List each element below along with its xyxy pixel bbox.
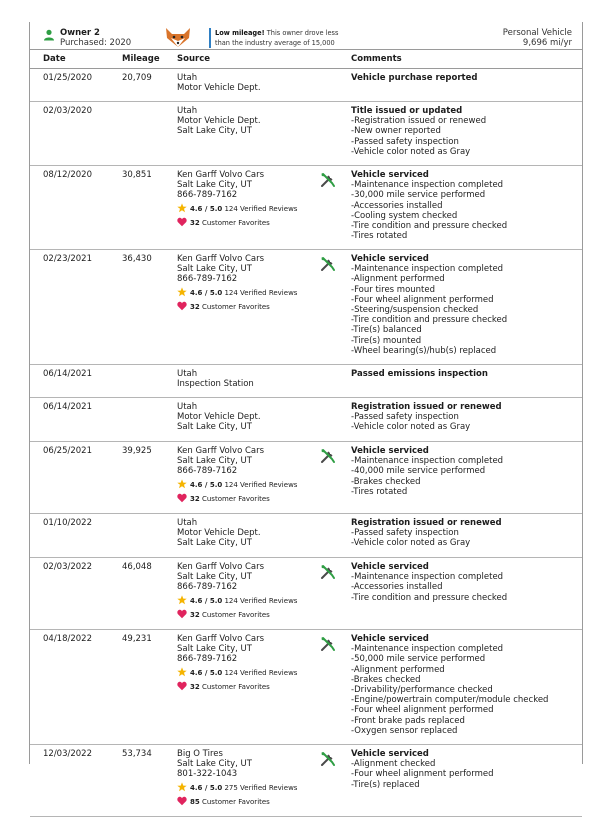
comment-line: -Tire(s) mounted bbox=[351, 335, 422, 346]
comment-line: -Accessories installed bbox=[351, 582, 443, 593]
favorites-row bbox=[177, 796, 327, 808]
record-source bbox=[177, 634, 327, 693]
source-line: 866-789-7162 bbox=[177, 274, 238, 285]
record-comments bbox=[351, 446, 576, 497]
table-row bbox=[30, 364, 582, 398]
favorites-count: 32 bbox=[190, 218, 200, 227]
vehicle-type: Personal Vehicle bbox=[502, 28, 572, 38]
comment-line: -Maintenance inspection completed bbox=[351, 572, 504, 583]
record-source bbox=[177, 562, 327, 621]
comment-line: -Maintenance inspection completed bbox=[351, 180, 504, 191]
comment-line: -New owner reported bbox=[351, 126, 441, 137]
comment-line: -Registration issued or renewed bbox=[351, 116, 487, 127]
source-line: Ken Garff Volvo Cars bbox=[177, 170, 265, 180]
comment-line: -Maintenance inspection completed bbox=[351, 644, 504, 655]
comment-line: -Vehicle color noted as Gray bbox=[351, 146, 471, 157]
low-mileage-label: Low mileage! bbox=[215, 29, 265, 37]
rating-value: 4.6 / 5.0 bbox=[190, 480, 223, 489]
source-line: Salt Lake City, UT bbox=[177, 538, 252, 549]
comment-line: -Steering/suspension checked bbox=[351, 305, 479, 316]
record-comments bbox=[351, 73, 576, 83]
source-line: 866-789-7162 bbox=[177, 582, 238, 593]
source-line: Motor Vehicle Dept. bbox=[177, 83, 261, 94]
source-line: Utah bbox=[177, 518, 198, 528]
favorites-count: 32 bbox=[190, 682, 200, 691]
source-line: Ken Garff Volvo Cars bbox=[177, 562, 265, 572]
record-comments bbox=[351, 402, 576, 433]
comment-title: Vehicle serviced bbox=[351, 254, 429, 264]
record-date: 06/14/2021 bbox=[43, 402, 92, 412]
comment-line: -Vehicle color noted as Gray bbox=[351, 422, 471, 433]
comment-line: -Alignment performed bbox=[351, 274, 445, 285]
rating-row bbox=[177, 203, 327, 216]
column-header-comments: Comments bbox=[351, 54, 402, 64]
record-date: 02/23/2021 bbox=[43, 254, 92, 264]
record-comments bbox=[351, 254, 576, 356]
source-line: 801-322-1043 bbox=[177, 769, 238, 780]
source-line: Big O Tires bbox=[177, 749, 223, 759]
favorites-count: 32 bbox=[190, 494, 200, 503]
record-source bbox=[177, 749, 327, 808]
star-icon bbox=[177, 287, 187, 297]
record-comments bbox=[351, 518, 576, 549]
favorites-count: 32 bbox=[190, 610, 200, 619]
record-mileage: 53,734 bbox=[122, 749, 152, 759]
source-line: Utah bbox=[177, 106, 198, 116]
comment-line: -Passed safety inspection bbox=[351, 136, 459, 147]
record-mileage: 36,430 bbox=[122, 254, 152, 264]
source-line: Utah bbox=[177, 402, 198, 412]
comment-line: -Four tires mounted bbox=[351, 284, 436, 295]
owner-purchased-year: Purchased: 2020 bbox=[60, 38, 132, 48]
source-line: 866-789-7162 bbox=[177, 190, 238, 201]
comment-line: -Brakes checked bbox=[351, 674, 421, 685]
comment-title: Passed emissions inspection bbox=[351, 369, 488, 379]
comment-line: -Tire condition and pressure checked bbox=[351, 592, 508, 603]
favorites-label: Customer Favorites bbox=[201, 610, 270, 619]
favorites-label: Customer Favorites bbox=[201, 302, 270, 311]
source-line: 866-789-7162 bbox=[177, 654, 238, 665]
table-row bbox=[30, 629, 582, 745]
rating-row bbox=[177, 595, 327, 608]
record-date: 06/14/2021 bbox=[43, 369, 92, 379]
favorites-row bbox=[177, 301, 327, 313]
annual-mileage: 9,696 mi/yr bbox=[522, 38, 572, 48]
fox-icon bbox=[163, 26, 193, 48]
favorites-label: Customer Favorites bbox=[201, 494, 270, 503]
table-header bbox=[30, 49, 582, 69]
record-comments bbox=[351, 170, 576, 241]
review-count: 124 Verified Reviews bbox=[224, 480, 298, 489]
record-mileage: 20,709 bbox=[122, 73, 152, 83]
heart-icon bbox=[177, 681, 187, 691]
rating-row bbox=[177, 667, 327, 680]
record-mileage: 46,048 bbox=[122, 562, 152, 572]
record-source bbox=[177, 446, 327, 505]
comment-line: -Front brake pads replaced bbox=[351, 715, 465, 726]
source-line: Inspection Station bbox=[177, 379, 254, 390]
table-row bbox=[30, 441, 582, 514]
comment-line: -Four wheel alignment performed bbox=[351, 769, 494, 780]
rating-value: 4.6 / 5.0 bbox=[190, 668, 223, 677]
record-source bbox=[177, 518, 327, 549]
owner-summary-bar bbox=[30, 22, 582, 48]
record-date: 06/25/2021 bbox=[43, 446, 92, 456]
favorites-row bbox=[177, 217, 327, 229]
comment-line: -Tire(s) replaced bbox=[351, 779, 420, 790]
favorites-label: Customer Favorites bbox=[201, 682, 270, 691]
rating-value: 4.6 / 5.0 bbox=[190, 204, 223, 213]
record-date: 04/18/2022 bbox=[43, 634, 92, 644]
record-mileage: 49,231 bbox=[122, 634, 152, 644]
rating-value: 4.6 / 5.0 bbox=[190, 783, 223, 792]
source-line: Utah bbox=[177, 73, 198, 83]
star-icon bbox=[177, 782, 187, 792]
heart-icon bbox=[177, 493, 187, 503]
star-icon bbox=[177, 203, 187, 213]
star-icon bbox=[177, 667, 187, 677]
table-row bbox=[30, 249, 582, 365]
favorites-count: 85 bbox=[190, 797, 200, 806]
review-count: 124 Verified Reviews bbox=[224, 596, 298, 605]
comment-line: -Drivability/performance checked bbox=[351, 685, 493, 696]
source-line: Ken Garff Volvo Cars bbox=[177, 634, 265, 644]
record-comments bbox=[351, 369, 576, 379]
record-source bbox=[177, 369, 327, 389]
favorites-count: 32 bbox=[190, 302, 200, 311]
owner-name: Owner 2 bbox=[60, 28, 100, 38]
star-icon bbox=[177, 595, 187, 605]
heart-icon bbox=[177, 301, 187, 311]
comment-line: -Tire condition and pressure checked bbox=[351, 315, 508, 326]
table-row bbox=[30, 513, 582, 558]
record-date: 08/12/2020 bbox=[43, 170, 92, 180]
comment-line: -Maintenance inspection completed bbox=[351, 456, 504, 467]
comment-title: Registration issued or renewed bbox=[351, 402, 502, 412]
record-comments bbox=[351, 634, 576, 736]
source-line: Salt Lake City, UT bbox=[177, 264, 252, 275]
comment-title: Vehicle serviced bbox=[351, 749, 429, 759]
favorites-label: Customer Favorites bbox=[201, 218, 270, 227]
rating-value: 4.6 / 5.0 bbox=[190, 596, 223, 605]
source-line: Salt Lake City, UT bbox=[177, 456, 252, 467]
comment-line: -Vehicle color noted as Gray bbox=[351, 538, 471, 549]
record-mileage: 39,925 bbox=[122, 446, 152, 456]
rating-row bbox=[177, 479, 327, 492]
source-line: Ken Garff Volvo Cars bbox=[177, 446, 265, 456]
record-date: 12/03/2022 bbox=[43, 749, 92, 759]
comment-line: -40,000 mile service performed bbox=[351, 466, 486, 477]
table-row bbox=[30, 397, 582, 442]
source-line: Ken Garff Volvo Cars bbox=[177, 254, 265, 264]
record-source bbox=[177, 170, 327, 229]
favorites-row bbox=[177, 493, 327, 505]
column-header-source: Source bbox=[177, 54, 211, 64]
source-line: Motor Vehicle Dept. bbox=[177, 528, 261, 539]
comment-line: -Four wheel alignment performed bbox=[351, 705, 494, 716]
record-source bbox=[177, 106, 327, 137]
record-source bbox=[177, 254, 327, 313]
source-line: Utah bbox=[177, 369, 198, 379]
source-line: Salt Lake City, UT bbox=[177, 422, 252, 433]
comment-line: -Oxygen sensor replaced bbox=[351, 725, 458, 736]
review-count: 275 Verified Reviews bbox=[224, 783, 298, 792]
source-line: Motor Vehicle Dept. bbox=[177, 412, 261, 423]
heart-icon bbox=[177, 796, 187, 806]
comment-line: -Cooling system checked bbox=[351, 210, 458, 221]
record-comments bbox=[351, 106, 576, 157]
comment-title: Title issued or updated bbox=[351, 106, 463, 116]
record-date: 02/03/2020 bbox=[43, 106, 92, 116]
record-source bbox=[177, 73, 327, 93]
comment-line: -Alignment performed bbox=[351, 664, 445, 675]
review-count: 124 Verified Reviews bbox=[224, 288, 298, 297]
source-line: 866-789-7162 bbox=[177, 466, 238, 477]
comment-line: -Tires rotated bbox=[351, 231, 408, 242]
column-header-date: Date bbox=[43, 54, 66, 64]
comment-line: -50,000 mile service performed bbox=[351, 654, 486, 665]
comment-title: Vehicle serviced bbox=[351, 634, 429, 644]
table-row bbox=[30, 101, 582, 166]
rating-value: 4.6 / 5.0 bbox=[190, 288, 223, 297]
person-icon bbox=[43, 29, 55, 41]
favorites-row bbox=[177, 609, 327, 621]
comment-line: -30,000 mile service performed bbox=[351, 190, 486, 201]
record-date: 02/03/2022 bbox=[43, 562, 92, 572]
comment-title: Vehicle purchase reported bbox=[351, 73, 478, 83]
low-mileage-note bbox=[209, 28, 345, 48]
record-date: 01/25/2020 bbox=[43, 73, 92, 83]
record-comments bbox=[351, 562, 576, 603]
source-line: Salt Lake City, UT bbox=[177, 126, 252, 137]
star-icon bbox=[177, 479, 187, 489]
record-date: 01/10/2022 bbox=[43, 518, 92, 528]
source-line: Salt Lake City, UT bbox=[177, 644, 252, 655]
comment-line: -Four wheel alignment performed bbox=[351, 294, 494, 305]
review-count: 124 Verified Reviews bbox=[224, 204, 298, 213]
comment-title: Vehicle serviced bbox=[351, 170, 429, 180]
comment-line: -Engine/powertrain computer/module checked bbox=[351, 695, 549, 706]
comment-title: Vehicle serviced bbox=[351, 562, 429, 572]
column-header-mileage: Mileage bbox=[122, 54, 160, 64]
favorites-label: Customer Favorites bbox=[201, 797, 270, 806]
comment-line: -Accessories installed bbox=[351, 200, 443, 211]
table-row bbox=[30, 557, 582, 630]
comment-line: -Tire(s) balanced bbox=[351, 325, 422, 336]
heart-icon bbox=[177, 609, 187, 619]
source-line: Salt Lake City, UT bbox=[177, 759, 252, 770]
rating-row bbox=[177, 287, 327, 300]
comment-line: -Passed safety inspection bbox=[351, 528, 459, 539]
comment-line: -Wheel bearing(s)/hub(s) replaced bbox=[351, 345, 497, 356]
source-line: Motor Vehicle Dept. bbox=[177, 116, 261, 127]
heart-icon bbox=[177, 217, 187, 227]
record-source bbox=[177, 402, 327, 433]
comment-line: -Maintenance inspection completed bbox=[351, 264, 504, 275]
record-comments bbox=[351, 749, 576, 790]
comment-line: -Brakes checked bbox=[351, 476, 421, 487]
favorites-row bbox=[177, 681, 327, 693]
comment-title: Vehicle serviced bbox=[351, 446, 429, 456]
source-line: Salt Lake City, UT bbox=[177, 572, 252, 583]
comment-line: -Tires rotated bbox=[351, 486, 408, 497]
comment-title: Registration issued or renewed bbox=[351, 518, 502, 528]
table-row bbox=[30, 68, 582, 102]
comment-line: -Passed safety inspection bbox=[351, 412, 459, 423]
comment-line: -Tire condition and pressure checked bbox=[351, 221, 508, 232]
table-row bbox=[30, 744, 582, 817]
low-mileage-text: This owner drove less than the industry average of 15,000 bbox=[215, 29, 339, 47]
table-row bbox=[30, 165, 582, 250]
comment-line: -Alignment checked bbox=[351, 759, 436, 770]
source-line: Salt Lake City, UT bbox=[177, 180, 252, 191]
review-count: 124 Verified Reviews bbox=[224, 668, 298, 677]
history-sheet bbox=[29, 22, 583, 806]
record-mileage: 30,851 bbox=[122, 170, 152, 180]
